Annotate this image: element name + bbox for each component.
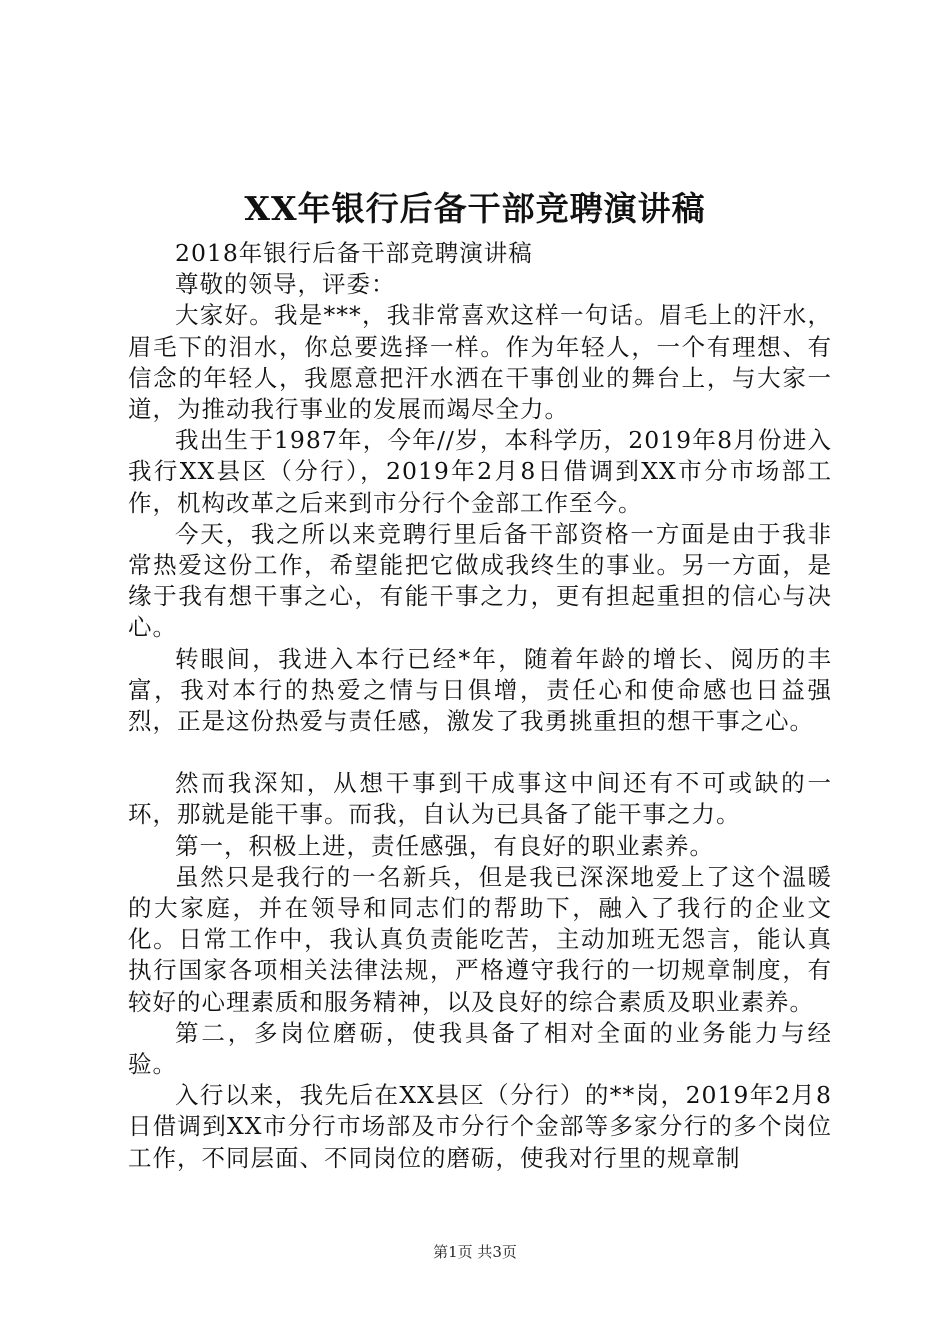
page-number-footer: 第1页 共3页 [433,1243,517,1261]
paragraph: 入行以来，我先后在XX县区（分行）的**岗，2019年2月8日借调到XX市分行市场部及市分行个金部等多家分行的多个岗位工作，不同层面、不同岗位的磨砺，使我对行里的规章制 [128,1081,832,1172]
paragraph: 然而我深知，从想干事到干成事这中间还有不可或缺的一环，那就是能干事。而我，自认为已具备了能干事之力。 [128,769,832,829]
paragraph-heading: 第二，多岗位磨砺，使我具备了相对全面的业务能力与经验。 [128,1018,832,1079]
document-title: XX年银行后备干部竞聘演讲稿 [244,189,706,228]
paragraph: 大家好。我是***，我非常喜欢这样一句话。眉毛上的汗水，眉毛下的泪水，你总要选择一样。作为年轻人，一个有理想、有信念的年轻人，我愿意把汗水洒在干事创业的舞台上，与大家一道，为推动我行事业的发展而竭尽全力。 [128,301,832,424]
paragraph: 我出生于1987年，今年//岁，本科学历，2019年8月份进入我行XX县区（分行），2019年2月8日借调到XX市分市场部工作，机构改革之后来到市分行个金部工作至今。 [128,426,832,517]
paragraph: 转眼间，我进入本行已经*年，随着年龄的增长、阅历的丰富，我对本行的热爱之情与日俱增，责任心和使命感也日益强烈，正是这份热爱与责任感，激发了我勇挑重担的想干事之心。 [128,644,832,736]
paragraph-heading: 第一，积极上进，责任感强，有良好的职业素养。 [175,831,714,860]
document-body [128,238,832,1174]
paragraph: 今天，我之所以来竞聘行里后备干部资格一方面是由于我非常热爱这份工作，希望能把它做成我终生的事业。另一方面，是缘于我有想干事之心，有能干事之力，更有担起重担的信心与决心。 [128,519,832,642]
paragraph-subtitle: 2018年银行后备干部竞聘演讲稿 [175,239,533,267]
paragraph-salutation: 尊敬的领导，评委： [175,270,396,299]
paragraph: 虽然只是我行的一名新兵，但是我已深深地爱上了这个温暖的大家庭，并在领导和同志们的帮助下，融入了我行的企业文化。日常工作中，我认真负责能吃苦，主动加班无怨言，能认真执行国家各项相关法律法规，严格遵守我行的一切规章制度，有较好的心理素质和服务精神，以及良好的综合素质及职业素养。 [128,862,832,1016]
